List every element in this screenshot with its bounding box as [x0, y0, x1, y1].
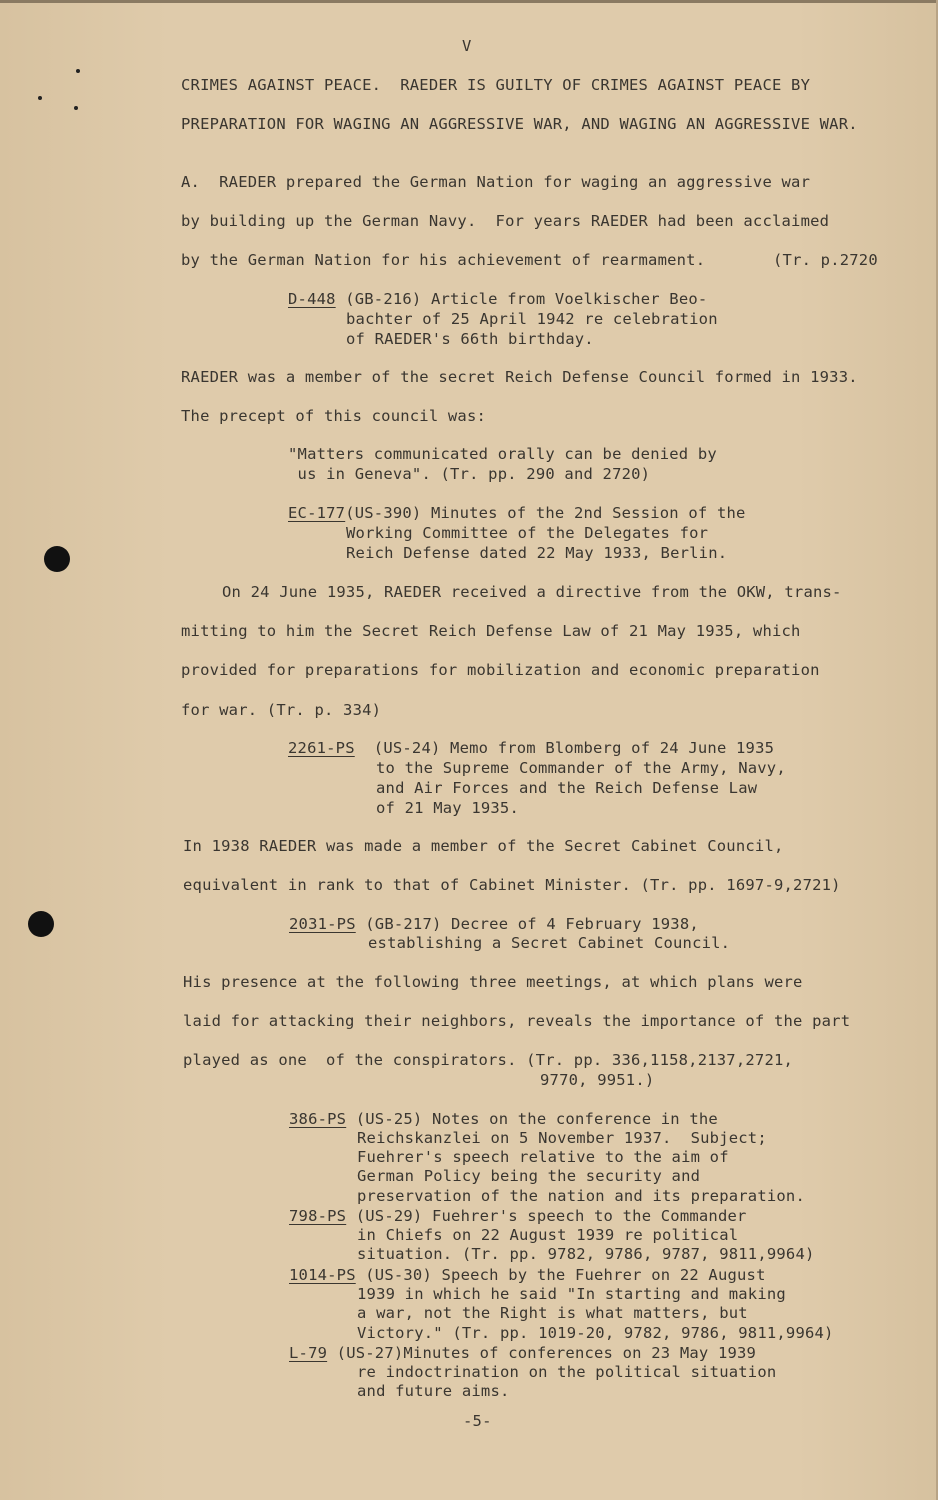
- heading-line-2: PREPARATION FOR WAGING AN AGGRESSIVE WAR, AND WAGING AN AGGRESSIVE WAR.: [181, 115, 858, 133]
- para-presence-line-4: 9770, 9951.): [540, 1071, 655, 1089]
- doc-1014-line-1: [289, 1266, 766, 1286]
- doc-d448-id: D-448: [288, 290, 336, 308]
- paper-speck: [74, 106, 78, 110]
- doc-386-line-4: German Policy being the security and: [357, 1167, 701, 1185]
- doc-386-line-1: [289, 1110, 718, 1130]
- doc-1014-line-2: 1939 in which he said "In starting and making: [357, 1285, 786, 1303]
- doc-ec177-text: (US-390) Minutes of the 2nd Session of the: [345, 504, 746, 522]
- para-council-line-1: RAEDER was a member of the secret Reich Defense Council formed in 1933.: [181, 368, 858, 386]
- paper-top-edge: [0, 0, 938, 3]
- paper-speck: [76, 69, 80, 73]
- para-presence-line-1: His presence at the following three meetings, at which plans were: [183, 973, 803, 991]
- heading-line-1: CRIMES AGAINST PEACE. RAEDER IS GUILTY OF CRIMES AGAINST PEACE BY: [181, 76, 811, 94]
- page-number: -5-: [463, 1412, 492, 1430]
- doc-386-text: (US-25) Notes on the conference in the: [346, 1110, 718, 1128]
- doc-d448-line-2: bachter of 25 April 1942 re celebration: [346, 310, 718, 328]
- para-1935-line-1: On 24 June 1935, RAEDER received a directive from the OKW, trans-: [222, 583, 842, 601]
- doc-386-line-3: Fuehrer's speech relative to the aim of: [357, 1148, 729, 1166]
- para-1935-line-4: for war. (Tr. p. 334): [181, 701, 382, 719]
- doc-ec177-line-2: Working Committee of the Delegates for: [346, 524, 709, 542]
- doc-1014-line-4: Victory." (Tr. pp. 1019-20, 9782, 9786, 9811,9964): [357, 1324, 834, 1342]
- para-1938-line-1: In 1938 RAEDER was made a member of the Secret Cabinet Council,: [183, 837, 784, 855]
- page-roman-numeral: V: [462, 37, 472, 55]
- quote-line-2: us in Geneva". (Tr. pp. 290 and 2720): [288, 465, 651, 483]
- doc-ec177-line-1: [288, 504, 746, 524]
- para-1935-line-2: mitting to him the Secret Reich Defense Law of 21 May 1935, which: [181, 622, 801, 640]
- punch-hole-bottom: [28, 911, 54, 937]
- doc-l79-id: L-79: [289, 1344, 328, 1362]
- doc-798-text: (US-29) Fuehrer's speech to the Commander: [346, 1207, 747, 1225]
- doc-2031-text: (GB-217) Decree of 4 February 1938,: [355, 915, 699, 933]
- doc-2261-line-3: and Air Forces and the Reich Defense Law: [376, 779, 758, 797]
- doc-2261-text: (US-24) Memo from Blomberg of 24 June 1935: [354, 739, 775, 757]
- para-1935-line-3: provided for preparations for mobilization and economic preparation: [181, 661, 820, 679]
- doc-2261-line-4: of 21 May 1935.: [376, 799, 519, 817]
- doc-1014-text: (US-30) Speech by the Fuehrer on 22 August: [355, 1266, 766, 1284]
- para-council-line-2: The precept of this council was:: [181, 407, 487, 425]
- doc-l79-line-3: and future aims.: [357, 1382, 510, 1400]
- doc-798-line-1: [289, 1207, 747, 1227]
- para-presence-line-3: played as one of the conspirators. (Tr. pp. 336,1158,2137,2721,: [183, 1051, 794, 1069]
- para-a-tr-ref: (Tr. p.2720: [773, 251, 878, 269]
- doc-2031-line-2: establishing a Secret Cabinet Council.: [368, 934, 731, 952]
- punch-hole-top: [44, 546, 70, 572]
- doc-1014-id: 1014-PS: [289, 1266, 356, 1284]
- doc-2261-line-2: to the Supreme Commander of the Army, Navy,: [376, 759, 786, 777]
- doc-l79-line-2: re indoctrination on the political situation: [357, 1363, 777, 1381]
- para-presence-line-2: laid for attacking their neighbors, reveals the importance of the part: [183, 1012, 851, 1030]
- doc-d448-text: (GB-216) Article from Voelkischer Beo-: [335, 290, 708, 308]
- para-a-line-2: by building up the German Navy. For years RAEDER had been acclaimed: [181, 212, 830, 230]
- doc-386-line-2: Reichskanzlei on 5 November 1937. Subject;: [357, 1129, 767, 1147]
- doc-d448-line-1: [288, 290, 707, 310]
- paper-speck: [38, 96, 42, 100]
- doc-2261-line-1: [288, 739, 774, 759]
- doc-798-line-3: situation. (Tr. pp. 9782, 9786, 9787, 9811,9964): [357, 1245, 815, 1263]
- doc-l79-line-1: [289, 1344, 756, 1364]
- doc-2261-id: 2261-PS: [288, 739, 355, 757]
- doc-798-id: 798-PS: [289, 1207, 347, 1225]
- doc-ec177-id: EC-177: [288, 504, 346, 522]
- para-1938-line-2: equivalent in rank to that of Cabinet Minister. (Tr. pp. 1697-9,2721): [183, 876, 841, 894]
- doc-l79-text: (US-27)Minutes of conferences on 23 May 1939: [327, 1344, 757, 1362]
- doc-386-id: 386-PS: [289, 1110, 347, 1128]
- doc-386-line-5: preservation of the nation and its preparation.: [357, 1187, 805, 1205]
- para-a-line-3: by the German Nation for his achievement of rearmament.: [181, 251, 706, 269]
- quote-line-1: "Matters communicated orally can be denied by: [288, 445, 717, 463]
- doc-ec177-line-3: Reich Defense dated 22 May 1933, Berlin.: [346, 544, 728, 562]
- doc-798-line-2: in Chiefs on 22 August 1939 re political: [357, 1226, 739, 1244]
- doc-2031-id: 2031-PS: [289, 915, 356, 933]
- doc-1014-line-3: a war, not the Right is what matters, but: [357, 1304, 748, 1322]
- doc-d448-line-3: of RAEDER's 66th birthday.: [346, 330, 594, 348]
- doc-2031-line-1: [289, 915, 699, 935]
- para-a-line-1: A. RAEDER prepared the German Nation for waging an aggressive war: [181, 173, 811, 191]
